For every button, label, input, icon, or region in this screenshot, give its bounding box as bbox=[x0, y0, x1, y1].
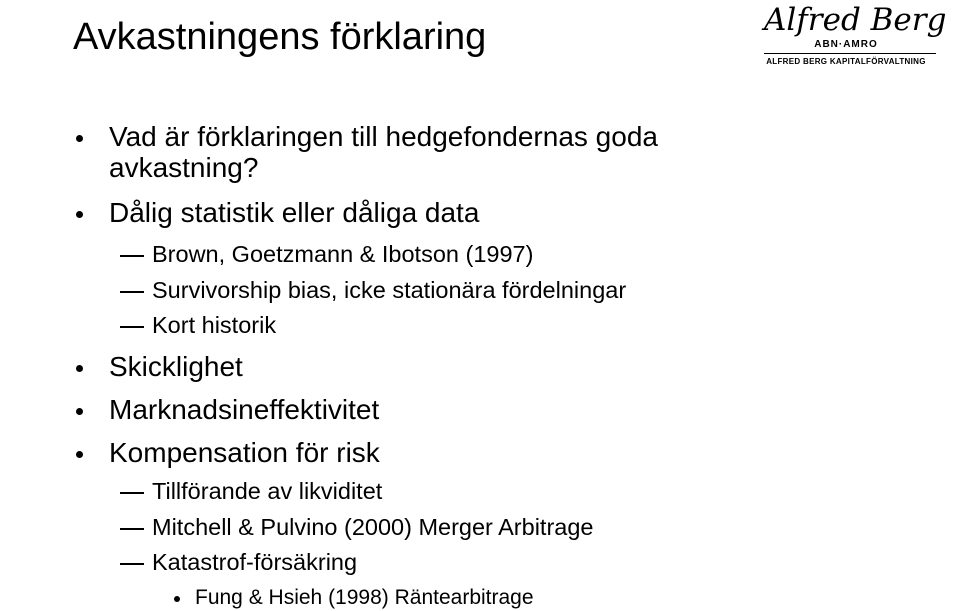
dash-icon bbox=[120, 326, 144, 328]
sub-item-3: Kort historik bbox=[152, 312, 277, 338]
logo-script-text: Alfred Berg bbox=[764, 2, 947, 38]
alfred-berg-logo bbox=[756, 0, 947, 70]
bullet-item-4: Marknadsineffektivitet bbox=[109, 394, 380, 425]
dash-icon bbox=[120, 255, 144, 257]
bullet-icon bbox=[76, 135, 83, 142]
slide-title: Avkastningens förklaring bbox=[73, 16, 487, 58]
dash-icon bbox=[120, 563, 144, 565]
sub-sub-item-1: Fung & Hsieh (1998) Räntearbitrage bbox=[195, 586, 534, 609]
bullet-item-5: Kompensation för risk bbox=[109, 437, 380, 468]
sub-item-6: Katastrof-försäkring bbox=[152, 549, 358, 575]
bullet-icon bbox=[76, 365, 83, 372]
dash-icon bbox=[120, 528, 144, 530]
sub-item-2: Survivorship bias, icke stationära fördelningar bbox=[152, 277, 627, 303]
sub-item-1: Brown, Goetzmann & Ibotson (1997) bbox=[152, 241, 534, 267]
bullet-icon bbox=[76, 408, 83, 415]
bullet-icon bbox=[76, 211, 83, 218]
logo-subtitle: ALFRED BERG KAPITALFÖRVALTNING bbox=[766, 57, 926, 66]
logo-rule bbox=[764, 53, 936, 54]
bullet-icon bbox=[76, 451, 83, 458]
bullet-item-1-line-2: avkastning? bbox=[109, 152, 259, 183]
bullet-item-1-line-1: Vad är förklaringen till hedgefondernas goda bbox=[109, 121, 658, 152]
sub-item-4: Tillförande av likviditet bbox=[152, 478, 383, 504]
logo-bank-text: ABN·AMRO bbox=[814, 39, 878, 50]
bullet-item-3: Skicklighet bbox=[109, 351, 243, 382]
dash-icon bbox=[120, 291, 144, 293]
dash-icon bbox=[120, 492, 144, 494]
small-bullet-icon bbox=[174, 596, 180, 602]
sub-item-5: Mitchell & Pulvino (2000) Merger Arbitrage bbox=[152, 514, 594, 540]
bullet-item-2: Dålig statistik eller dåliga data bbox=[109, 197, 480, 228]
